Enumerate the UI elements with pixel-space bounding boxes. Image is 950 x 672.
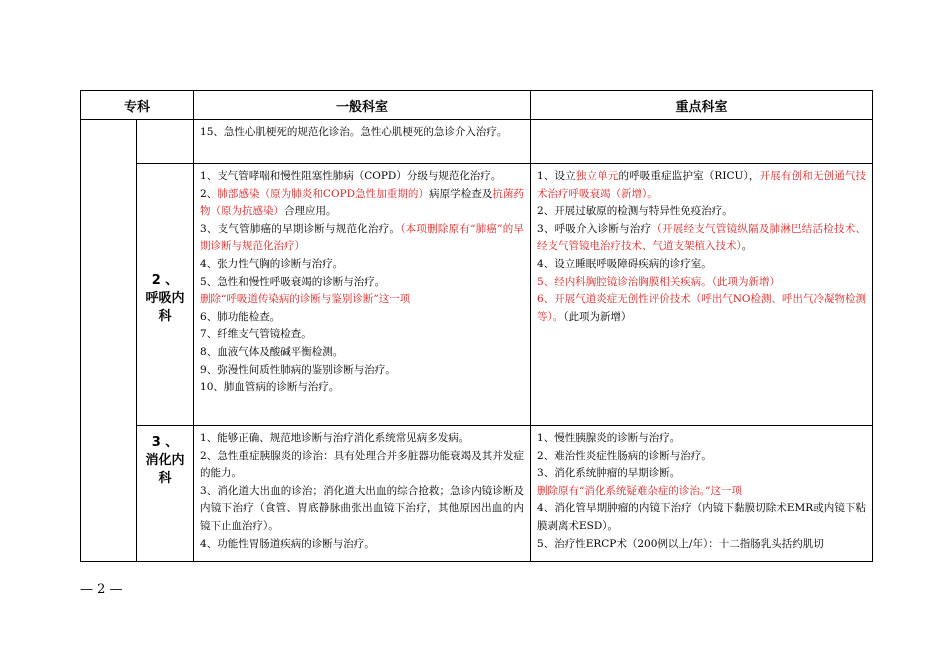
list-item: 15、急性心肌梗死的规范化诊治。急性心肌梗死的急诊介入治疗。 [200,126,508,138]
table-row [81,164,873,426]
list-item: 6、开展气道炎症无创性评价技术（呼出气NO检测、呼出气冷凝物检测等）。（此项为新增） [537,293,867,323]
list-item: 2、开展过敏原的检测与特异性免疫治疗。 [537,205,733,218]
list-item: 4、张力性气胸的诊断与治疗。 [200,257,344,270]
table-row [81,120,873,164]
key-cell [531,164,873,426]
list-item: 3、消化道大出血的诊治；消化道大出血的综合抢救；急诊内镜诊断及内镜下治疗（食管、胃底静脉曲张出血镜下治疗，其他原因出血的内镜下止血治疗）。 [200,484,525,532]
list-item: 4、功能性胃肠道疾病的诊断与治疗。 [200,537,375,550]
department-table [80,90,873,562]
list-item: 4、消化管早期肿瘤的内镜下治疗（内镜下黏膜切除术EMR或内镜下粘膜剥离术ESD）。 [537,502,867,532]
list-item-deleted-note: 删除“呼吸道传染病的诊断与鉴别诊断”这一项 [200,293,411,306]
general-cell [194,120,531,164]
specialty-cell-empty [137,120,194,164]
list-item: 6、肺功能检查。 [200,310,281,323]
list-item: 2、肺部感染（原为肺炎和COPD急性加重期的）病原学检查及抗菌药物（原为抗感染）合理应用。 [200,187,525,218]
table-header-row [81,91,873,120]
specialty-gastroenterology: 3 、 消化内科 [137,426,194,562]
page-number: — 2 — [80,582,123,597]
key-cell-empty [531,120,873,164]
list-item: 3、消化系统肿瘤的早期诊断。 [537,467,681,480]
list-item: 9、弥漫性间质性肺病的鉴别诊断与治疗。 [200,363,396,376]
key-cell [531,426,873,562]
list-item: 2、难治性炎症性肠病的诊断与治疗。 [537,449,712,462]
list-item: 1、慢性胰腺炎的诊断与治疗。 [537,432,681,444]
list-item-deleted-note: 删除原有“消化系统疑难杂症的诊治。”这一项 [537,484,743,497]
list-item: 5、治疗性ERCP术（200例以上/年）：十二指肠乳头括约肌切 [537,537,824,550]
list-item: 5、经内科胸腔镜诊治胸膜相关疾病。（此项为新增） [537,275,780,288]
list-item: 1、设立独立单元的呼吸重症监护室（RICU），开展有创和无创通气技术治疗呼吸衰竭（新增）。 [537,170,867,200]
list-item: 8、血液气体及酸碱平衡检测。 [200,345,344,358]
table-row [81,426,873,562]
list-item: 1、能够正确、规范地诊断与治疗消化系统常见病多发病。 [200,432,470,444]
specialty-respiratory: 2 、 呼吸内科 [137,164,194,426]
list-item: 4、设立睡眠呼吸障碍疾病的诊疗室。 [537,257,712,270]
general-cell [194,164,531,426]
list-item: 7、纤维支气管镜检查。 [200,328,312,341]
list-item: 3、支气管肺癌的早期诊断与规范化治疗。（本项删除原有“肺癌”的早期诊断与规范化治疗） [200,222,525,253]
list-item: 10、肺血管病的诊断与治疗。 [200,381,340,394]
header-general-dept: 一般科室 [194,91,531,120]
list-item: 1、支气管哮喘和慢性阻塞性肺病（COPD）分级与规范化治疗。 [200,170,502,182]
list-item: 3、呼吸介入诊断与治疗（开展经支气管镜纵隔及肺淋巴结活检技术、经支气管镜电治疗技术、气道支架植入技术）。 [537,222,867,253]
specialty-group-cell [81,120,137,562]
list-item: 2、急性重症胰腺炎的诊治：具有处理合并多脏器功能衰竭及其并发症的能力。 [200,449,525,480]
header-key-dept: 重点科室 [531,91,873,120]
list-item: 5、急性和慢性呼吸衰竭的诊断与治疗。 [200,275,386,288]
general-cell [194,426,531,562]
header-specialty: 专科 [81,91,194,120]
